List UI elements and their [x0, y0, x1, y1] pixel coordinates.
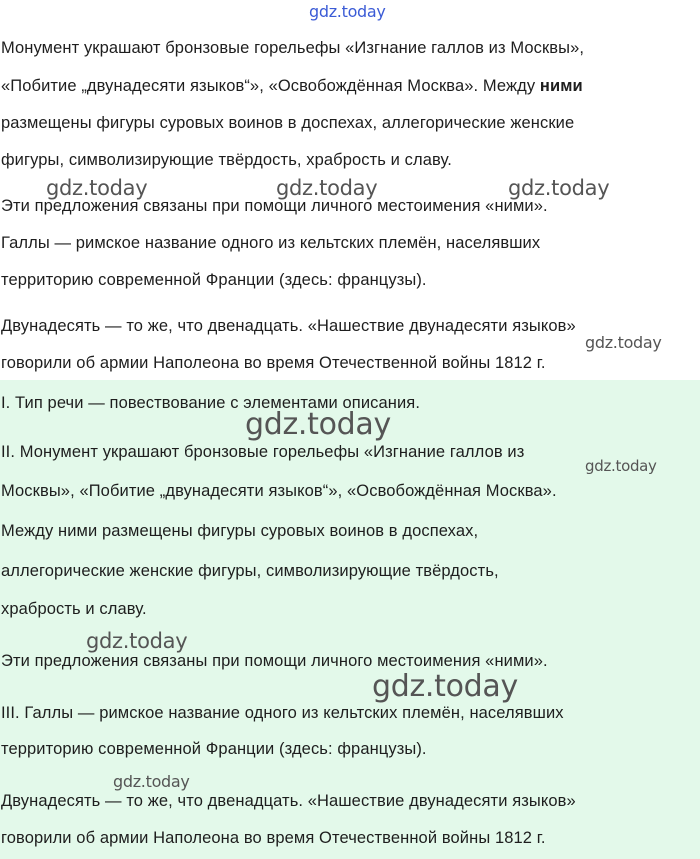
text-line: Двунадесять — то же, что двенадцать. «Нашествие двунадесяти языков»: [1, 317, 576, 335]
text-line: территорию современной Франции (здесь: французы).: [1, 740, 427, 758]
text-line: территорию современной Франции (здесь: французы).: [1, 271, 427, 289]
watermark: gdz.today: [585, 457, 657, 475]
text-line: Эти предложения связаны при помощи личного местоимения «ними».: [1, 652, 548, 670]
watermark: gdz.today: [113, 772, 190, 791]
watermark: gdz.today: [46, 176, 148, 200]
text-line: Галлы — римское название одного из кельтских племён, населявших: [1, 234, 541, 252]
text-line: говорили об армии Наполеона во время Отечественной войны 1812 г.: [1, 829, 546, 847]
watermark: gdz.today: [585, 333, 662, 352]
text-line: аллегорические женские фигуры, символизирующие твёрдость,: [1, 562, 499, 580]
watermark: gdz.today: [86, 629, 188, 653]
watermark: gdz.today: [372, 669, 518, 704]
watermark: gdz.today: [276, 176, 378, 200]
text-line: Эти предложения связаны при помощи личного местоимения «ними».: [1, 197, 548, 215]
text-line: Москвы», «Побитие „двунадесяти языков“», «Освобождённая Москва».: [1, 482, 557, 500]
text-line: размещены фигуры суровых воинов в доспехах, аллегорические женские: [1, 114, 575, 132]
text-line: II. Монумент украшают бронзовые горельефы «Изгнание галлов из: [1, 443, 525, 461]
text-line: говорили об армии Наполеона во время Отечественной войны 1812 г.: [1, 354, 546, 372]
text-line: фигуры, символизирующие твёрдость, храбрость и славу.: [1, 151, 452, 169]
text-line: Между ними размещены фигуры суровых воинов в доспехах,: [1, 522, 479, 540]
watermark: gdz.today: [508, 176, 610, 200]
site-watermark-header: gdz.today: [309, 2, 386, 21]
text-line: III. Галлы — римское название одного из кельтских племён, населявших: [1, 704, 564, 722]
text-line: [1, 76, 583, 96]
text-line: храбрость и славу.: [1, 600, 147, 618]
watermark: gdz.today: [245, 407, 391, 442]
text-line: I. Тип речи — повествование с элементами описания.: [1, 394, 421, 412]
text-segment: «Побитие „двунадесяти языков“», «Освобождённая Москва». Между: [1, 77, 536, 95]
bold-pronoun: ними: [539, 77, 583, 95]
text-line: Двунадесять — то же, что двенадцать. «Нашествие двунадесяти языков»: [1, 792, 576, 810]
text-line: Монумент украшают бронзовые горельефы «Изгнание галлов из Москвы»,: [1, 39, 585, 57]
